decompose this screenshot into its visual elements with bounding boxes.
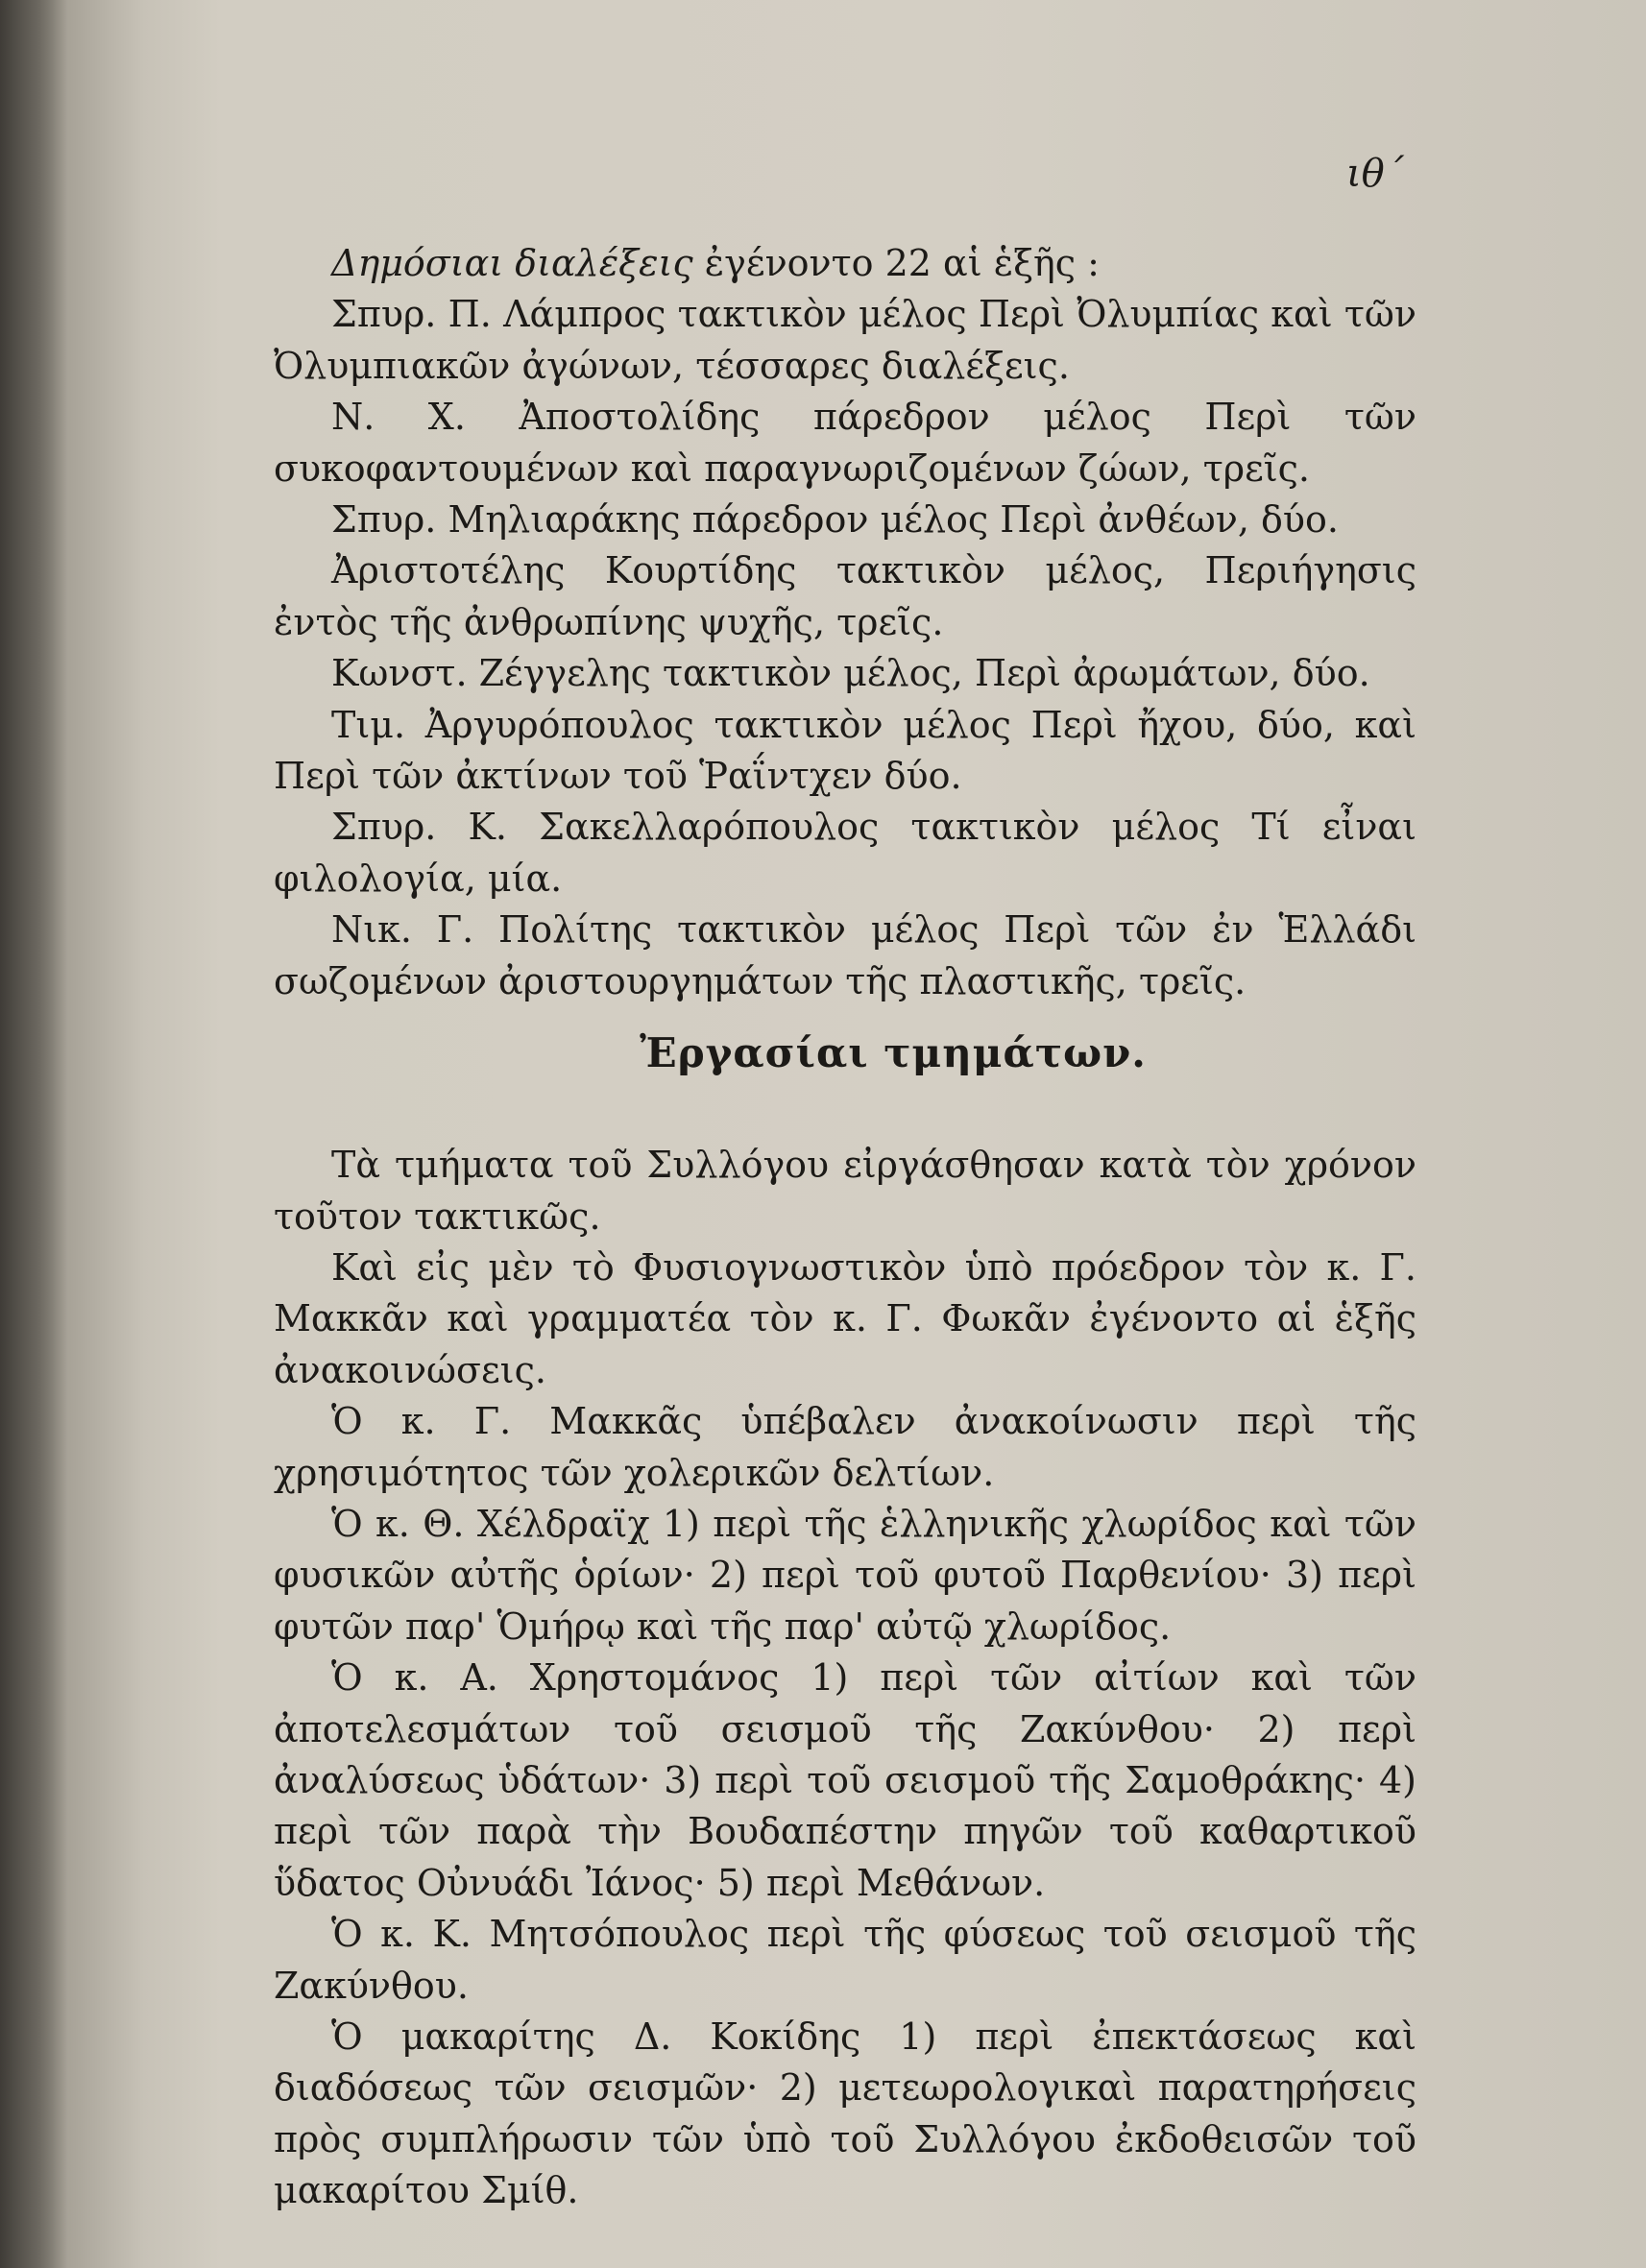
section-paragraph: Ὁ μακαρίτης Δ. Κοκίδης 1) περὶ ἐπεκτάσεως καὶ διαδόσεως τῶν σεισμῶν· 2) μετεωρολογικαὶ παρατηρήσεις πρὸς συμπλήρωσιν τῶν ὑπὸ τοῦ Συλλόγου ἐκδοθεισῶν τοῦ μακαρίτου Σμίθ. bbox=[274, 2015, 1416, 2212]
lectures-intro bbox=[274, 238, 1416, 289]
section-heading-text: Ἐργασίαι τμημάτων. bbox=[640, 1029, 1147, 1077]
lectures-intro-rest: ἐγένοντο 22 αἱ ἑξῆς : bbox=[704, 242, 1100, 284]
lecture-entry: Ἀριστοτέλης Κουρτίδης τακτικὸν μέλος, Περιήγησις ἐντὸς τῆς ἀνθρωπίνης ψυχῆς, τρεῖς. bbox=[274, 549, 1416, 643]
lecture-entry: Σπυρ. Κ. Σακελλαρόπουλος τακτικὸν μέλος Τί εἶναι φιλολογία, μία. bbox=[274, 806, 1416, 900]
section-paragraph: Καὶ εἰς μὲν τὸ Φυσιογνωστικὸν ὑπὸ πρόεδρον τὸν κ. Γ. Μακκᾶν καὶ γραμματέα τὸν κ. Γ. Φωκᾶν ἐγένοντο αἱ ἑξῆς ἀνακοινώσεις. bbox=[274, 1245, 1416, 1391]
lecture-entry: Τιμ. Ἀργυρόπουλος τακτικὸν μέλος Περὶ ἤχου, δύο, καὶ Περὶ τῶν ἀκτίνων τοῦ Ῥαΐντχεν δύο. bbox=[274, 703, 1416, 798]
lecture-entry: Νικ. Γ. Πολίτης τακτικὸν μέλος Περὶ τῶν ἐν Ἑλλάδι σωζομένων ἀριστουργημάτων τῆς πλαστικῆς, τρεῖς. bbox=[274, 908, 1416, 1002]
book-spine-shadow bbox=[0, 0, 67, 2268]
lecture-entry: Σπυρ. Μηλιαράκης πάρεδρον μέλος Περὶ ἀνθέων, δύο. bbox=[331, 498, 1339, 542]
section-paragraph: Τὰ τμήματα τοῦ Συλλόγου εἰργάσθησαν κατὰ τὸν χρόνον τοῦτον τακτικῶς. bbox=[274, 1144, 1416, 1238]
lecture-entry: Κωνστ. Ζέγγελης τακτικὸν μέλος, Περὶ ἀρωμάτων, δύο. bbox=[331, 652, 1370, 695]
lecture-entry: Ν. Χ. Ἀποστολίδης πάρεδρον μέλος Περὶ τῶν συκοφαντουμένων καὶ παραγνωριζομένων ζώων, τρεῖς. bbox=[274, 396, 1416, 490]
section-paragraph: Ὁ κ. Κ. Μητσόπουλος περὶ τῆς φύσεως τοῦ σεισμοῦ τῆς Ζακύνθου. bbox=[274, 1913, 1416, 2007]
lectures-intro-italic: Δημόσιαι διαλέξεις bbox=[331, 242, 693, 284]
section-paragraph: Ὁ κ. Θ. Χέλδραϊχ 1) περὶ τῆς ἑλληνικῆς χλωρίδος καὶ τῶν φυσικῶν αὐτῆς ὁρίων· 2) περὶ τοῦ φυτοῦ Παρθενίου· 3) περὶ φυτῶν παρ' Ὁμήρῳ καὶ τῆς παρ' αὐτῷ χλωρίδος. bbox=[274, 1502, 1416, 1648]
page-number: ιθ΄ bbox=[1346, 152, 1404, 196]
page-body bbox=[274, 238, 1416, 2217]
lecture-entry: Σπυρ. Π. Λάμπρος τακτικὸν μέλος Περὶ Ὀλυμπίας καὶ τῶν Ὀλυμπιακῶν ἀγώνων, τέσσαρες διαλέξεις. bbox=[274, 293, 1416, 387]
section-paragraph: Ὁ κ. Α. Χρηστομάνος 1) περὶ τῶν αἰτίων καὶ τῶν ἀποτελεσμάτων τοῦ σεισμοῦ τῆς Ζακύνθου· 2) περὶ ἀναλύσεως ὑδάτων· 3) περὶ τοῦ σεισμοῦ τῆς Σαμοθράκης· 4) περὶ τῶν παρὰ τὴν Βουδαπέστην πηγῶν τοῦ καθαρτικοῦ ὕδατος Οὐνυάδι Ἰάνος· 5) περὶ Μεθάνων. bbox=[274, 1656, 1416, 1904]
section-paragraph: Ὁ κ. Γ. Μακκᾶς ὑπέβαλεν ἀνακοίνωσιν περὶ τῆς χρησιμότητος τῶν χολερικῶν δελτίων. bbox=[274, 1400, 1416, 1494]
section-heading bbox=[274, 1007, 1416, 1140]
